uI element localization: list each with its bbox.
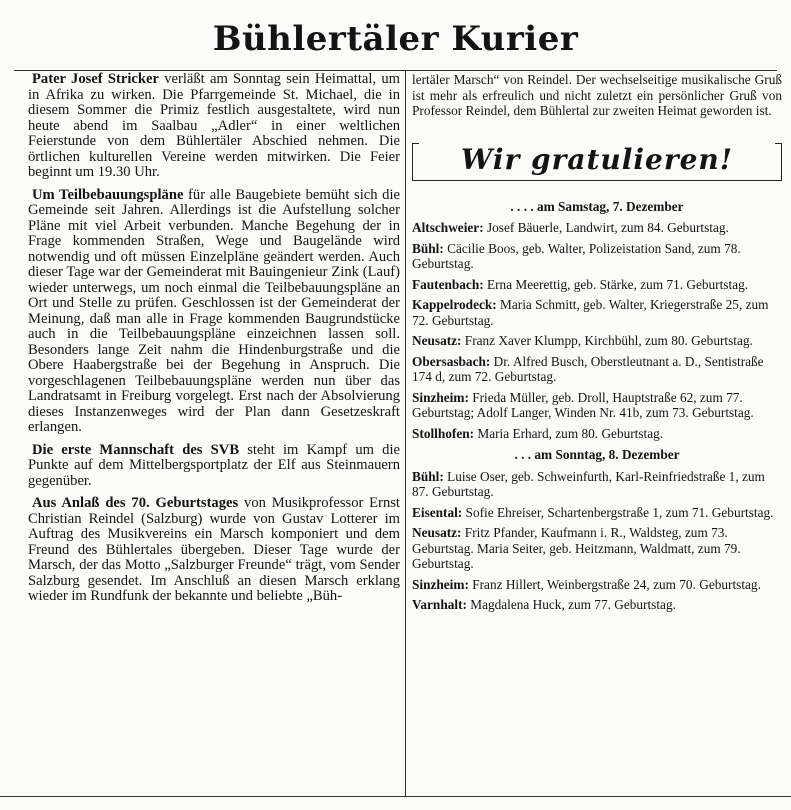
list-item: [412, 241, 782, 272]
entry-text: Franz Hillert, Weinbergstraße 24, zum 70. Geburtstag.: [468, 576, 761, 592]
article: [28, 188, 400, 436]
list-item: [412, 525, 782, 572]
entry-place: Sinzheim:: [412, 389, 469, 405]
entry-place: Sinzheim:: [412, 576, 469, 592]
list-item: [412, 426, 782, 442]
newspaper-title: Bühlertäler Kurier: [212, 19, 579, 59]
section-heading: . . . am Sonntag, 8. Dezember: [514, 447, 680, 462]
list-item: [412, 297, 782, 328]
masthead: [0, 8, 791, 70]
list-item: [412, 354, 782, 385]
section-heading: . . . . am Samstag, 7. Dezember: [510, 198, 684, 214]
entry-place: Bühl:: [412, 240, 444, 256]
article-lead: Die erste Mannschaft des SVB: [32, 441, 240, 458]
entry-text: Cäcilie Boos, geb. Walter, Polizeistation Sand, zum 78. Geburtstag.: [412, 240, 741, 271]
entry-place: Neusatz:: [412, 525, 462, 540]
entry-text: Maria Schmitt, geb. Walter, Kriegerstraße 25, zum 72. Geburtstag.: [412, 297, 769, 328]
article-lead: Pater Josef Stricker: [32, 72, 159, 87]
entry-place: Fautenbach:: [412, 276, 484, 292]
entry-place: Eisental:: [412, 504, 463, 520]
right-column: [412, 72, 782, 800]
article-body: für alle Baugebiete bemüht sich die Gemeinde seit Jahren. Allerdings ist die Aufstellung solcher Pläne mit viel Arbeit verbunden. Manche Begehung der in Frage kommenden Straßen, Wege und Baugelände wird notwendig und oft müssen Einzelpläne geändert werden. Auch dieser Tage war der Gemeinderat mit Bauingenieur Zink (Lauf) wieder unterwegs, um noch einmal die Teilbebauungspläne an Ort und Stelle zu prüfen. Geschlossen ist der Gemeinderat der Meinung, daß man alle in Frage kommenden Baugrundstücke auch in die Teilbebauungspläne einzeichnen lassen soll. Besonders lange Zeit nahm die Hindenburgstraße und die Obere Haabergstraße bei der Begehung in Anspruch. Die vorgeschlagenen Teilbebauungspläne werden nun über das Landratsamt in Freiburg vorgelegt. Erst nach der Absolvierung dieses Instanzenweges wird der Plan dann Gesetzeskraft erlangen.: [28, 186, 400, 435]
entry-text: Franz Xaver Klumpp, Kirchbühl, zum 80. Geburtstag.: [461, 333, 753, 348]
entry-text: Frieda Müller, geb. Droll, Hauptstraße 62, zum 77. Geburtstag; Adolf Langer, Winden Nr. 41b, zum 73. Geburtstag.: [412, 389, 754, 420]
entry-place: Kappelrodeck:: [412, 297, 497, 312]
article: [28, 496, 400, 605]
entry-place: Varnhalt:: [412, 597, 467, 612]
left-column: [28, 72, 400, 800]
column-divider: [405, 70, 406, 796]
entry-place: Neusatz:: [412, 333, 462, 348]
entry-text: Fritz Pfander, Kaufmann i. R., Waldsteg, zum 73. Geburtstag. Maria Seiter, geb. Heitzmann, Waldmatt, zum 79. Geburtstag.: [412, 525, 741, 571]
article-body: verläßt am Sonntag sein Heimattal, um in Afrika zu wirken. Die Pfarrgemeinde St. Michael, die in diesem Sommer die Primiz festlich ausgestaltete, wird nun heute abend im Saalbau „Adler“ in einer weltlichen Feierstunde von dem Bühlertäler Abschied nehmen. Die örtlichen kulturellen Vereine werden mitwirken. Die Feier beginnt um 19.30 Uhr.: [28, 72, 400, 180]
list-item: [412, 220, 782, 236]
entry-text: Josef Bäuerle, Landwirt, zum 84. Geburtstag.: [483, 220, 729, 235]
bottom-rule: [0, 796, 791, 797]
list-item: [412, 577, 782, 593]
entry-place: Altschweier:: [412, 220, 484, 235]
article-lead: Um Teilbebauungspläne: [32, 186, 184, 203]
list-item: [412, 390, 782, 421]
article-lead: Aus Anlaß des 70. Geburtstages: [32, 495, 239, 511]
list-item: [412, 469, 782, 500]
banner-title: Wir gratulieren!: [460, 142, 734, 176]
article: [28, 72, 400, 181]
list-item: [412, 597, 782, 613]
entry-text: Maria Erhard, zum 80. Geburtstag.: [474, 425, 664, 441]
article-continuation: lertäler Marsch“ von Reindel. Der wechselseitige musikalische Gruß ist mehr als erfreulich und nicht zuletzt ein persönlicher Gruß von Professor Reindel, dem Bühlertal zur zweiten Heimat geworden ist.: [412, 72, 782, 118]
list-item: [412, 333, 782, 349]
entry-place: Obersasbach:: [412, 353, 491, 369]
article-body: steht im Kampf um die Punkte auf dem Mittelbergsportplatz der Elf aus Steinmauern gegenüber.: [28, 441, 400, 489]
entry-text: Dr. Alfred Busch, Oberstleutnant a. D., Sentistraße 174 d, zum 72. Geburtstag.: [412, 353, 764, 384]
entry-text: Erna Meerettig, geb. Stärke, zum 71. Geburtstag.: [483, 276, 749, 292]
congratulations-banner: [412, 137, 782, 189]
article-body: von Musikprofessor Ernst Christian Reindel (Salzburg) wurde von Gustav Lotterer im Auftrag des Musikvereins ein Marsch komponiert und dem Freund des Bühlertales übergeben. Dieser Tage wurde der Marsch, der das Motto „Salzburger Freunde“ trägt, vom Sender Salzburg gesendet. Im Anschluß an diesen Marsch erklang wieder im Rundfunk der bekannte und beliebte „Büh-: [28, 495, 400, 604]
top-rule: [14, 70, 777, 71]
entry-place: Stollhofen:: [412, 425, 475, 441]
list-item: [412, 277, 782, 293]
entry-place: Bühl:: [412, 468, 444, 484]
article: [28, 443, 400, 490]
list-item: [412, 505, 782, 521]
entry-text: Luise Oser, geb. Schweinfurth, Karl-Reinfriedstraße 1, zum 87. Geburtstag.: [412, 468, 765, 499]
entry-text: Magdalena Huck, zum 77. Geburtstag.: [466, 597, 676, 612]
banner-underline: [418, 180, 776, 181]
entry-text: Sofie Ehreiser, Schartenbergstraße 1, zum 71. Geburtstag.: [462, 504, 774, 520]
